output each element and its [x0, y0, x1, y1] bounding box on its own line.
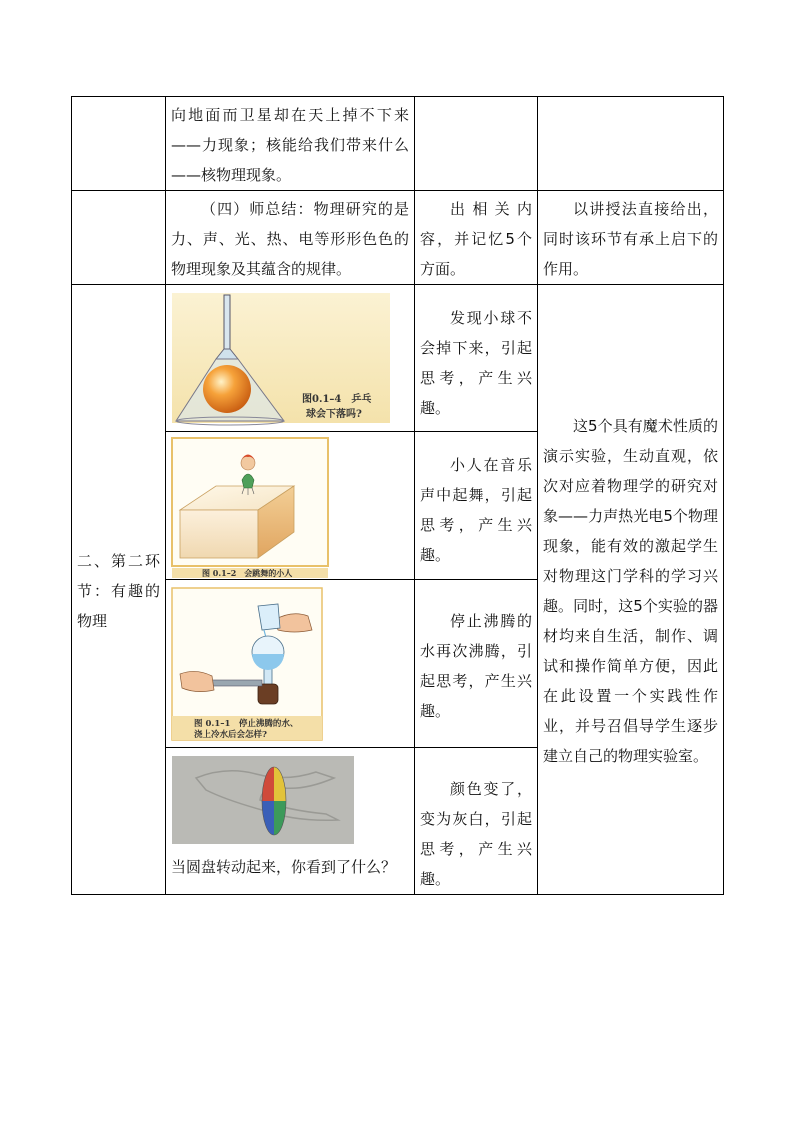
spinning-disc: [262, 767, 286, 835]
student-cell: [415, 580, 538, 748]
table-row: [72, 285, 724, 432]
boiling-flask-illustration: [166, 580, 415, 747]
student-activity-text: 停止沸腾的水再次沸腾，引起思考，产生兴趣。: [420, 612, 532, 720]
dancing-figure-illustration: [166, 432, 415, 579]
content-cell: [166, 191, 415, 285]
student-activity-text: 发现小球不会掉下来，引起思考，产生兴趣。: [420, 309, 532, 417]
content-cell: [166, 97, 415, 191]
content-cell: [166, 580, 415, 748]
holding-hand: [180, 671, 214, 691]
student-activity-text: 出相关内容，并记忆5个方面。: [420, 200, 532, 278]
lesson-plan-table: [71, 96, 724, 895]
box-front: [180, 510, 258, 558]
table-row: [72, 97, 724, 191]
student-activity-text: 颜色变了，变为灰白，引起思考，产生兴趣。: [420, 780, 532, 888]
section-cell: [72, 191, 166, 285]
intent-cell: [538, 97, 724, 191]
student-cell: [415, 285, 538, 432]
content-cell: [166, 285, 415, 432]
water-cup: [258, 604, 280, 630]
intent-cell: [538, 285, 724, 895]
content-cell: [166, 748, 415, 895]
design-intent-text: 这5个具有魔术性质的演示实验，生动直观，依次对应着物理学的研究对象——力声热光电5个物理现象，能有效的激起学生对物理这门学科的学习兴趣。同时，这5个实验的器材均来自生活，制作、调试和操作简单方便，因此在此设置一个实践性作业，并号召倡导学生逐步建立自己的物理实验室。: [543, 417, 718, 765]
section-title-cell: [72, 285, 166, 895]
funnel-tube: [224, 295, 230, 355]
figure-caption: 图 0.1–2 会跳舞的小人: [202, 568, 293, 578]
figure-caption-line-1: 图 0.1–1 停止沸腾的水、: [194, 719, 299, 729]
figure-caption-line-1: 图0.1–4 乒乓: [302, 394, 372, 405]
disc-question-text: 当圆盘转动起来，你看到了什么？: [171, 858, 397, 876]
clamp-rod: [206, 680, 262, 686]
student-cell: [415, 432, 538, 580]
flask-stopper: [258, 684, 278, 704]
teacher-summary-text: （四）师总结：物理研究的是力、声、光、热、电等形形色色的物理现象及其蕴含的规律。: [171, 200, 409, 278]
intro-continued-text: 向地面而卫星却在天上掉不下来——力现象；核能给我们带来什么——核物理现象。: [171, 106, 409, 184]
color-disc-illustration: [166, 748, 415, 852]
figure-caption-line-2: 球会下落吗?: [306, 409, 362, 420]
design-intent-text: 以讲授法直接给出，同时该环节有承上启下的作用。: [543, 200, 718, 278]
content-cell: [166, 432, 415, 580]
student-activity-text: 小人在音乐声中起舞，引起思考，产生兴趣。: [420, 456, 532, 564]
section-title: 二、第二环节：有趣的物理: [77, 552, 160, 630]
table-row: [72, 191, 724, 285]
ping-pong-funnel-illustration: [166, 285, 415, 431]
figure-caption-line-2: 浇上冷水后会怎样?: [194, 730, 267, 740]
student-cell: [415, 97, 538, 191]
ping-pong-ball: [203, 365, 251, 413]
intent-cell: [538, 191, 724, 285]
student-cell: [415, 748, 538, 895]
student-cell: [415, 191, 538, 285]
section-cell: [72, 97, 166, 191]
